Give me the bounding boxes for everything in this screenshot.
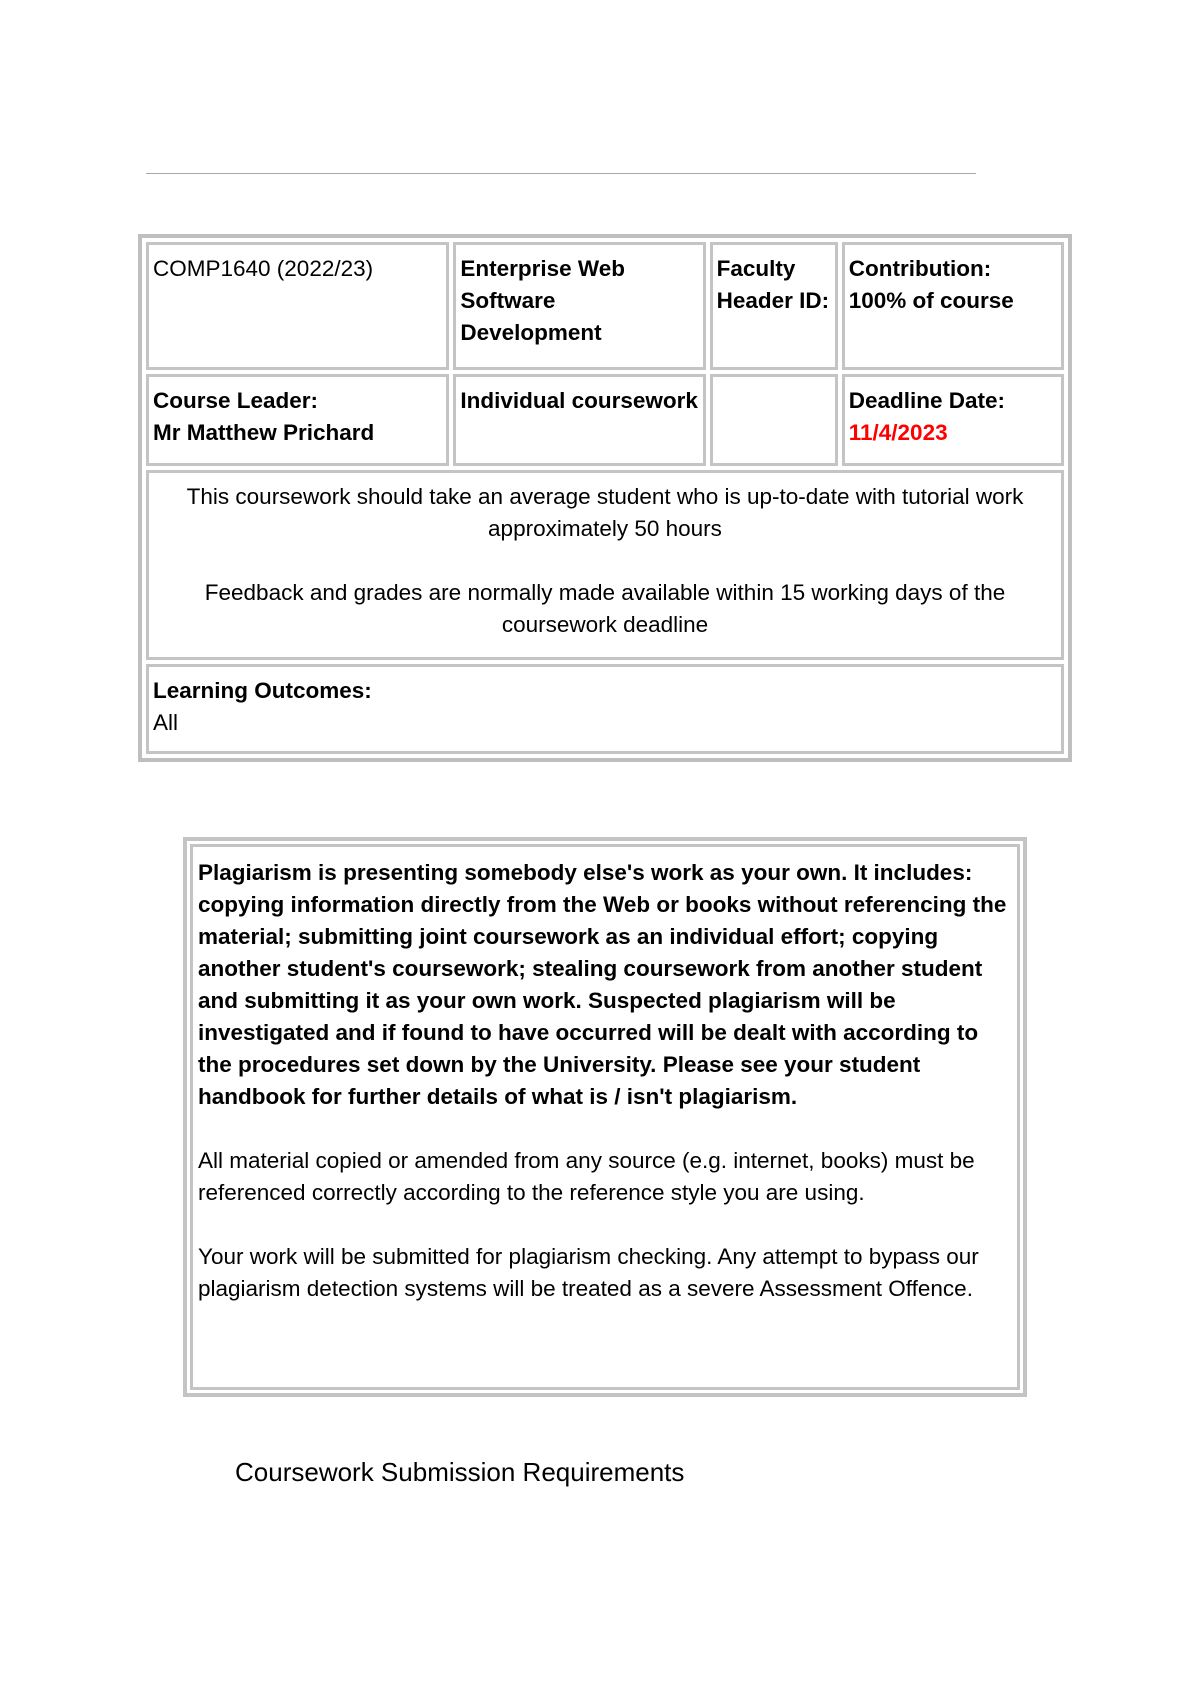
deadline-date: 11/4/2023 xyxy=(848,420,948,445)
section-heading: Coursework Submission Requirements xyxy=(235,1457,685,1487)
learning-outcomes-value: All xyxy=(153,710,179,735)
coursework-type: Individual coursework xyxy=(460,388,698,413)
module-code-cell xyxy=(146,242,449,370)
coursework-header-table xyxy=(138,234,1072,762)
plagiarism-checking-text: Your work will be submitted for plagiarism checking. Any attempt to bypass our plagiarism detection systems will be treated as a severe Assessment Offence. xyxy=(198,1244,979,1301)
contribution-value: 100% of course xyxy=(848,288,1014,313)
module-title-cell xyxy=(453,242,705,370)
header-row-1 xyxy=(146,242,1064,370)
faculty-header-label: Faculty Header ID: xyxy=(716,256,830,313)
module-title: Enterprise Web Software Development xyxy=(460,256,625,345)
coursework-type-cell xyxy=(453,374,705,466)
learning-outcomes-cell xyxy=(146,664,1064,754)
course-leader-label: Course Leader: xyxy=(153,388,319,413)
plagiarism-notice-inner xyxy=(190,844,1020,1390)
workload-info-cell xyxy=(146,470,1064,660)
referencing-text: All material copied or amended from any source (e.g. internet, books) must be referenced correctly according to the reference style you are using. xyxy=(198,1148,975,1205)
plagiarism-warning-text: Plagiarism is presenting somebody else's work as your own. It includes: copying information directly from the Web or books without referencing the material; submitting joint coursework as an individual effort; copying another student's coursework; stealing coursework from another student and submitting it as your own work. Suspected plagiarism will be investigated and if found to have occurred will be dealt with according to the procedures set down by the University. Please see your student handbook for further details of what is / isn't plagiarism. xyxy=(198,860,1007,1109)
faculty-header-id-value-cell xyxy=(710,374,838,466)
faculty-header-cell xyxy=(710,242,838,370)
header-row-4 xyxy=(146,664,1064,754)
header-divider-line xyxy=(146,173,976,174)
contribution-cell xyxy=(842,242,1064,370)
contribution-label: Contribution: xyxy=(848,256,992,281)
course-leader-cell xyxy=(146,374,449,466)
duration-text: This coursework should take an average student who is up-to-date with tutorial work approximately 50 hours xyxy=(186,484,1024,541)
header-row-3 xyxy=(146,470,1064,660)
module-code: COMP1640 (2022/23) xyxy=(153,256,374,281)
deadline-cell xyxy=(842,374,1064,466)
plagiarism-notice-box xyxy=(183,837,1027,1397)
course-leader-name: Mr Matthew Prichard xyxy=(153,420,375,445)
deadline-label: Deadline Date: xyxy=(848,388,1006,413)
header-row-2 xyxy=(146,374,1064,466)
feedback-text: Feedback and grades are normally made available within 15 working days of the coursework deadline xyxy=(204,580,1006,637)
learning-outcomes-label: Learning Outcomes: xyxy=(153,678,372,703)
